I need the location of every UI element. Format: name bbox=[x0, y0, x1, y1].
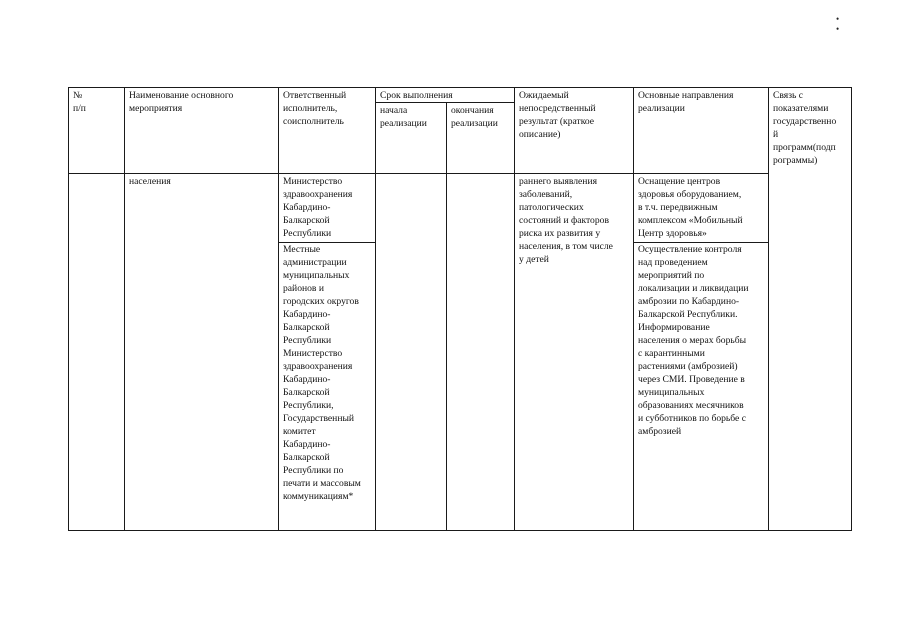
header-term-start: начала реализации bbox=[376, 103, 447, 174]
responsible-executor: Министерство здравоохранения Кабардино- Балкарской Республики bbox=[283, 176, 353, 239]
header-term: Срок выполнения bbox=[376, 88, 515, 103]
header-term-end: окончания реализации bbox=[447, 103, 515, 174]
row-term-start bbox=[376, 174, 447, 531]
row-expected-result: раннего выявления заболеваний, патологических состояний и факторов риска их развития у населения, в том числе у детей bbox=[515, 174, 634, 531]
direction-ambrosia-control: Осуществление контроля над проведением мероприятий по локализации и ликвидации амброзии по Кабардино- Балкарской Республики. Информирование населения о мерах борьбы с карантинными растениями (амброзией) через СМИ. Проведение в муниципальных образованиях месячников и субботников по борьбе с амброзией bbox=[638, 244, 749, 437]
scan-specks: • • bbox=[836, 14, 876, 34]
row-term-end bbox=[447, 174, 515, 531]
header-expected-result: Ожидаемый непосредственный результат (краткое описание) bbox=[515, 88, 634, 174]
row-responsible-cell bbox=[279, 174, 376, 531]
program-activities-table bbox=[68, 87, 852, 531]
co-executors: Местные администрации муниципальных районов и городских округов Кабардино- Балкарской Республики Министерство здравоохранения Кабардино- Балкарской Республики, Государственный комитет Кабардино- Балкарской Республики по печати и массовым коммуникациям* bbox=[283, 244, 361, 502]
row-number bbox=[69, 174, 125, 531]
header-responsible: Ответственный исполнитель, соисполнитель bbox=[279, 88, 376, 174]
row-directions-cell bbox=[634, 174, 769, 531]
row-activity-name: населения bbox=[125, 174, 279, 531]
header-link-indicators: Связь с показателями государственно й программ(подп рограммы) bbox=[769, 88, 852, 531]
direction-equipment: Оснащение центров здоровья оборудованием, в т.ч. передвижным комплексом «Мобильный Центр здоровья» bbox=[638, 176, 743, 239]
header-number: № п/п bbox=[69, 88, 125, 174]
header-directions: Основные направления реализации bbox=[634, 88, 769, 174]
header-activity-name: Наименование основного мероприятия bbox=[125, 88, 279, 174]
